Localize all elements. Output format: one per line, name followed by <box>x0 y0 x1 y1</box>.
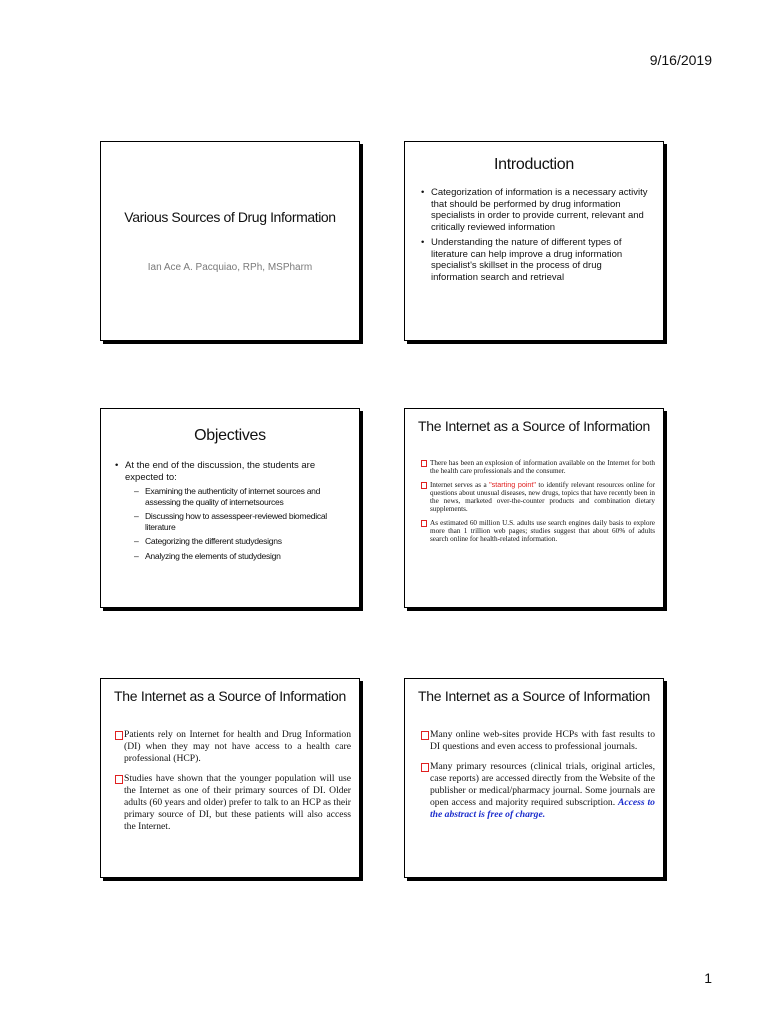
paragraph-list <box>421 459 655 549</box>
paragraph-text: Many primary resources (clinical trials, original articles, case reports) are accessed directly from the Website of the publisher or medical/pharmacy journal. Some journals are open access and majority required subscription. <box>430 761 655 808</box>
checkbox-bullet-icon <box>115 731 123 740</box>
slide-internet-source-3 <box>404 678 664 878</box>
emphasis-text: Access to the abstract is free of charge. <box>430 797 655 820</box>
checkbox-bullet-icon <box>421 731 429 740</box>
checkbox-bullet-icon <box>421 482 427 489</box>
paragraph-text: Patients rely on Internet for health and Drug Information (DI) when they may not have access to a health care professional (HCP). <box>124 729 351 764</box>
paragraph-text: to identify relevant resources online for questions about unusual diseases, new drugs, topics that have recently been in the news, marketed over-the-counter products and combination dietary supplements. <box>430 480 655 514</box>
sub-bullet-item: – Analyzing the elements of studydesign <box>125 551 351 562</box>
bullet-item: • Categorization of information is a necessary activity that should be performed by drug information specialists in order to provide current, relevant and critically reviewed information <box>419 187 649 233</box>
paragraph-item <box>421 519 655 544</box>
paragraph-list <box>421 729 655 829</box>
presentation-title <box>101 208 359 227</box>
page-date: 9/16/2019 <box>649 52 712 68</box>
sub-bullet-item: – Examining the authenticity of internet sources and assessing the quality of internetsources <box>125 486 351 507</box>
bullet-text: At the end of the discussion, the students are expected to: <box>125 460 316 483</box>
checkbox-bullet-icon <box>421 520 427 527</box>
author-line: Ian Ace A. Pacquiao, RPh, MSPharm <box>147 262 313 273</box>
sub-bullet-list <box>125 486 351 561</box>
paragraph-text: As estimated 60 million U.S. adults use search engines daily basis to explore more than 1 trillion web pages; studies suggest that about 60% of adults search online for health-related information. <box>430 518 655 544</box>
bullet-list <box>113 460 351 565</box>
slide-heading: Objectives <box>194 427 266 444</box>
bullet-list <box>419 187 649 287</box>
paragraph-item <box>421 729 655 753</box>
paragraph-item <box>115 773 351 833</box>
slide-title <box>100 141 360 341</box>
paragraph-text: There has been an explosion of information available on the Internet for both the health care professionals and the consumer. <box>430 459 655 476</box>
checkbox-bullet-icon <box>421 460 427 467</box>
paragraph-text: Internet serves as a <box>430 480 490 489</box>
slide-heading: The Internet as a Source of Information <box>418 418 650 434</box>
page-number: 1 <box>704 970 712 986</box>
presentation-title-text: Various Sources of Drug Information <box>124 209 336 225</box>
slide-heading: The Internet as a Source of Information <box>418 688 650 704</box>
paragraph-list <box>115 729 351 841</box>
paragraph-item <box>421 481 655 514</box>
slide-heading: Introduction <box>493 156 574 173</box>
paragraph-text: Many online web-sites provide HCPs with fast results to DI questions and even access to professional journals. <box>430 729 655 752</box>
slide-objectives <box>100 408 360 608</box>
slide-internet-source-1 <box>404 408 664 608</box>
bullet-item <box>113 460 351 561</box>
bullet-item: • Understanding the nature of different types of literature can help improve a drug information specialist's skillset in the process of drug information search and retrieval <box>419 237 649 283</box>
paragraph-item <box>421 459 655 476</box>
sub-bullet-item: – Categorizing the different studydesigns <box>125 536 351 547</box>
checkbox-bullet-icon <box>115 775 123 784</box>
highlight-text: "starting point" <box>489 479 536 489</box>
paragraph-item <box>421 761 655 821</box>
paragraph-text: Studies have shown that the younger population will use the Internet as one of their primary sources of DI. Older adults (60 years and older) prefer to talk to an HCP as their primary source of DI, but these patients will also access the Internet. <box>124 773 351 832</box>
slide-internet-source-2 <box>100 678 360 878</box>
checkbox-bullet-icon <box>421 763 429 772</box>
slide-introduction <box>404 141 664 341</box>
paragraph-item <box>115 729 351 765</box>
sub-bullet-item: – Discussing how to assesspeer-reviewed biomedical literature <box>125 511 351 532</box>
slide-heading: The Internet as a Source of Information <box>114 688 346 704</box>
